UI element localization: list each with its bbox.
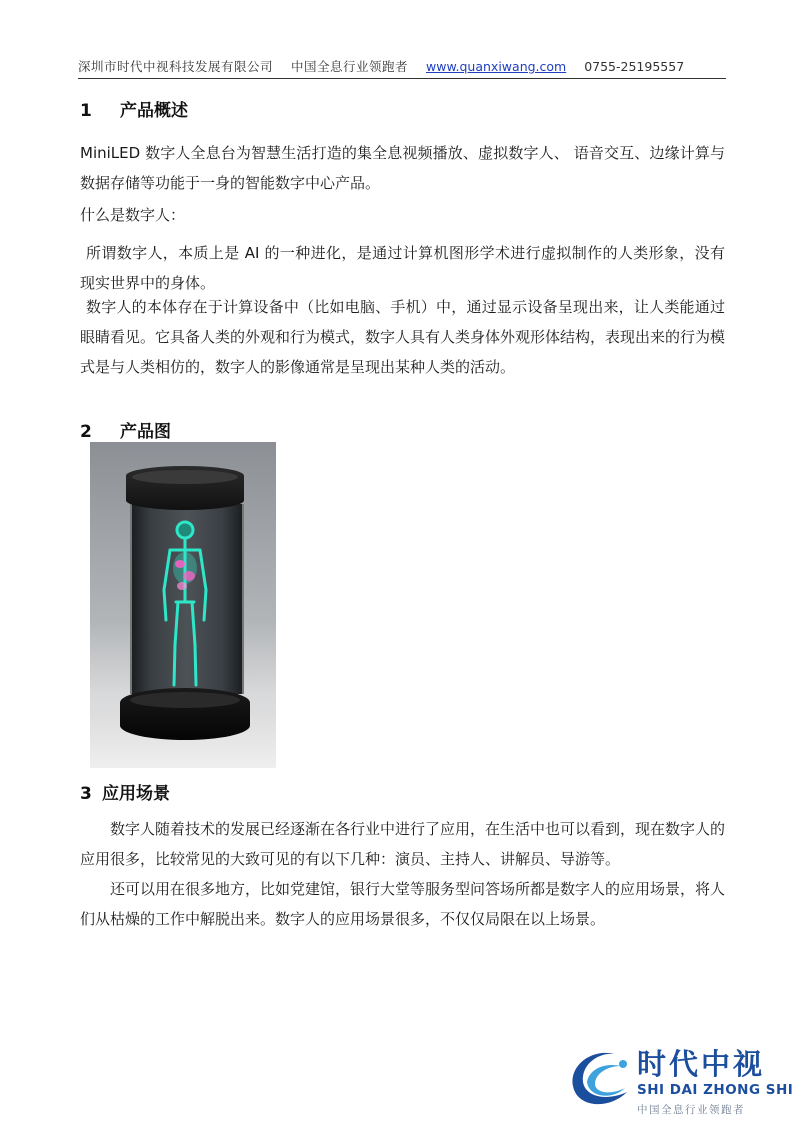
section-3-title: 应用场景: [102, 784, 170, 804]
section-1-paragraph-4: 数字人的本体存在于计算设备中（比如电脑、手机）中，通过显示设备呈现出来，让人类能通过眼睛看见。它具备人类的外观和行为模式，数字人具有人类身体外观形体结构，表现出来的行为模式是与人类相仿的，数字人的影像通常是呈现出某种人类的活动。: [80, 298, 726, 376]
logo-brand-english: SHI DAI ZHONG SHI: [637, 1082, 794, 1098]
logo-slogan: 中国全息行业领跑者: [637, 1104, 745, 1116]
header-company: 深圳市时代中视科技发展有限公司: [78, 59, 274, 74]
header-url-link[interactable]: www.quanxiwang.com: [426, 59, 567, 74]
section-3-number: 3: [80, 784, 92, 804]
section-1-number: 1: [80, 101, 92, 121]
header-phone: 0755-25195557: [584, 59, 685, 74]
product-photo: [90, 442, 276, 768]
section-2-number: 2: [80, 422, 92, 442]
section-3-heading: [80, 779, 170, 804]
hologram-skeleton-figure: [160, 520, 210, 690]
section-1-title: 产品概述: [120, 101, 188, 121]
company-logo: [565, 1042, 794, 1122]
header-slogan: 中国全息行业领跑者: [291, 59, 409, 74]
section-1-heading: [80, 96, 188, 121]
section-3-paragraph-1: 数字人随着技术的发展已经逐渐在各行业中进行了应用，在生活中也可以看到，现在数字人的应用很多，比较常见的大致可见的有以下几种：演员、主持人、讲解员、导游等。: [80, 820, 726, 868]
section-1-paragraph-1: MiniLED 数字人全息台为智慧生活打造的集全息视频播放、虚拟数字人、 语音交互、边缘计算与数据存储等功能于一身的智能数字中心产品。: [80, 144, 725, 192]
section-3-paragraph-2: 还可以用在很多地方，比如党建馆，银行大堂等服务型问答场所都是数字人的应用场景，将人们从枯燥的工作中解脱出来。数字人的应用场景很多，不仅仅局限在以上场景。: [80, 880, 726, 928]
page-header: [78, 57, 725, 79]
section-2-heading: [80, 417, 171, 442]
logo-brand-name: 时代中视: [637, 1047, 766, 1081]
cylinder-base: [120, 688, 250, 740]
cylinder-top-cap: [126, 466, 244, 510]
logo-swoosh-icon: [565, 1042, 637, 1118]
section-2-title: 产品图: [120, 422, 171, 442]
header-divider: [78, 78, 726, 79]
section-1-paragraph-3: 所谓数字人，本质上是 AI 的一种进化，是通过计算机图形学术进行虚拟制作的人类形象，没有现实世界中的身体。: [80, 244, 725, 292]
section-1-paragraph-2: 什么是数字人：: [80, 206, 186, 224]
